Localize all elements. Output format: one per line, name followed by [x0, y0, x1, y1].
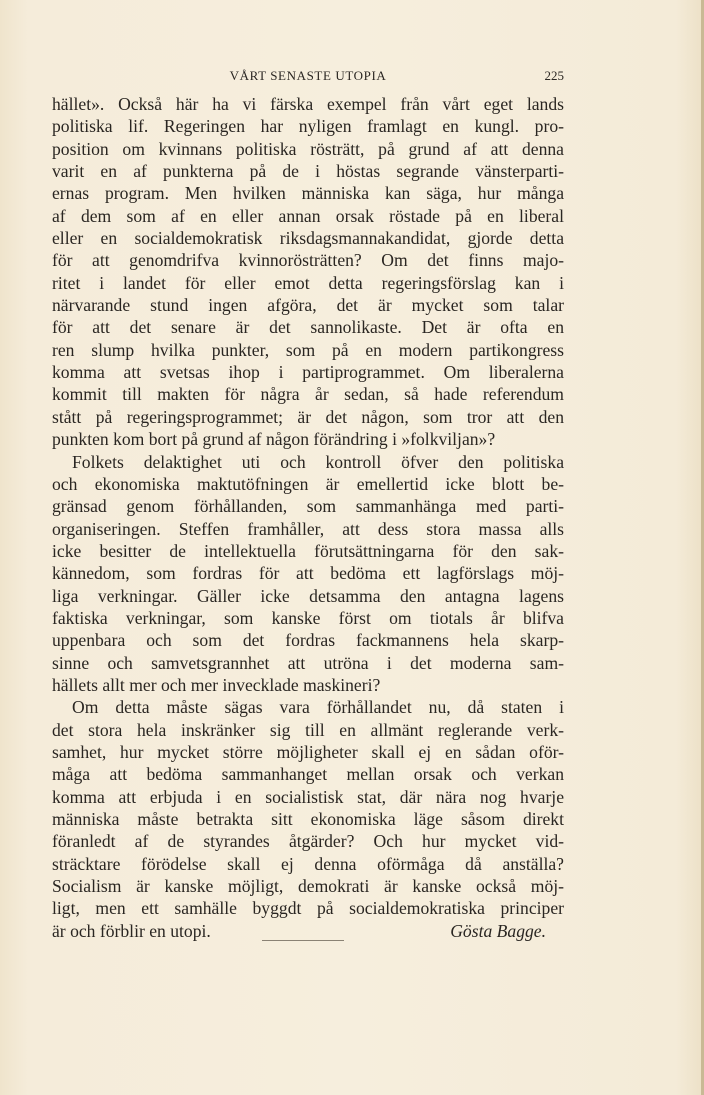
- text-line: ligt, men ett samhälle byggdt på socialdemokratiska principer: [52, 898, 564, 919]
- text-line: kommit till makten för några år sedan, så hade referendum: [52, 384, 564, 405]
- page-number: 225: [544, 68, 564, 83]
- text-line: det stora hela inskränker sig till en allmänt reglerande verk-: [52, 719, 564, 740]
- text-line: Socialism är kanske möjligt, demokrati är kanske också möj-: [52, 876, 564, 897]
- text-line: måga att bedöma sammanhanget mellan orsak och verkan: [52, 764, 564, 785]
- text-line: komma att svetsas ihop i partiprogrammet. Om liberalerna: [52, 362, 564, 383]
- body-text: [52, 93, 564, 942]
- text-line: är och förblir en utopi.: [52, 920, 211, 941]
- author-signature: Gösta Bagge.: [450, 920, 546, 941]
- text-line: och ekonomiska maktutöfningen är emellertid icke blott be-: [52, 473, 564, 494]
- text-line: af dem som af en eller annan orsak röstade på en liberal: [52, 205, 564, 226]
- text-line: faktiska verkningar, som kanske först om tiotals år blifva: [52, 607, 564, 628]
- text-line: Om detta måste sägas vara förhållandet nu, då staten i: [72, 697, 564, 718]
- text-line: position om kvinnans politiska rösträtt, på grund af att denna: [52, 138, 564, 159]
- text-line: liga verkningar. Gäller icke detsamma den antagna lagens: [52, 585, 564, 606]
- text-line: varit en af punkterna på de i höstas segrande vänsterparti-: [52, 161, 564, 182]
- closing-line: [52, 920, 564, 942]
- text-line: komma att erbjuda i en socialistisk stat, där nära nog hvarje: [52, 786, 564, 807]
- text-line: sträcktare förödelse skall ej denna oförmåga då anställa?: [52, 853, 564, 874]
- text-line: kännedom, som fordras för att bedöma ett lagförslags möj-: [52, 563, 564, 584]
- text-line: eller en socialdemokratisk riksdagsmannakandidat, gjorde detta: [52, 228, 564, 249]
- text-line: hället». Också här ha vi färska exempel från vårt eget lands: [52, 94, 564, 114]
- text-line: uppenbara och som det fordras fackmannens hela skarp-: [52, 630, 564, 651]
- text-line: hällets allt mer och mer invecklade maskineri?: [52, 674, 381, 695]
- text-line: ritet i landet för eller emot detta regeringsförslag kan i: [52, 272, 564, 293]
- text-line: ren slump hvilka punkter, som på en modern partikongress: [52, 339, 564, 360]
- text-line: stått på regeringsprogrammet; är det någon, som tror att den: [52, 406, 564, 427]
- text-line: närvarande stund ingen afgöra, det är mycket som talar: [52, 295, 564, 316]
- text-line: samhet, hur mycket större möjligheter skall ej en sådan oför-: [52, 741, 564, 762]
- text-line: organiseringen. Steffen framhåller, att dess stora massa alls: [52, 518, 564, 539]
- page-header: [52, 66, 564, 88]
- text-line: icke besitter de intellektuella förutsättningarna för den sak-: [52, 540, 564, 561]
- text-line: sinne och samvetsgrannhet att utröna i det moderna sam-: [52, 652, 564, 673]
- running-title: VÅRT SENASTE UTOPIA: [229, 68, 387, 83]
- text-line: för att det senare är det sannolikaste. Det är ofta en: [52, 317, 564, 338]
- divider-rule: [262, 940, 344, 941]
- text-line: människa måste betrakta sitt ekonomiska läge såsom direkt: [52, 809, 564, 829]
- text-line: Folkets delaktighet uti och kontroll öfver den politiska: [72, 451, 564, 472]
- text-line: för att genomdrifva kvinnorösträtten? Om det finns majo-: [52, 250, 564, 271]
- text-line: politiska lif. Regeringen har nyligen framlagt en kungl. pro-: [52, 116, 564, 137]
- text-line: gränsad genom förhållanden, som sammanhänga med parti-: [52, 496, 564, 517]
- text-line: punkten kom bort på grund af någon förändring i »folkviljan»?: [52, 429, 496, 450]
- text-line: föranledt af de styrandes åtgärder? Och hur mycket vid-: [52, 831, 564, 852]
- text-line: ernas program. Men hvilken människa kan säga, hur många: [52, 183, 564, 204]
